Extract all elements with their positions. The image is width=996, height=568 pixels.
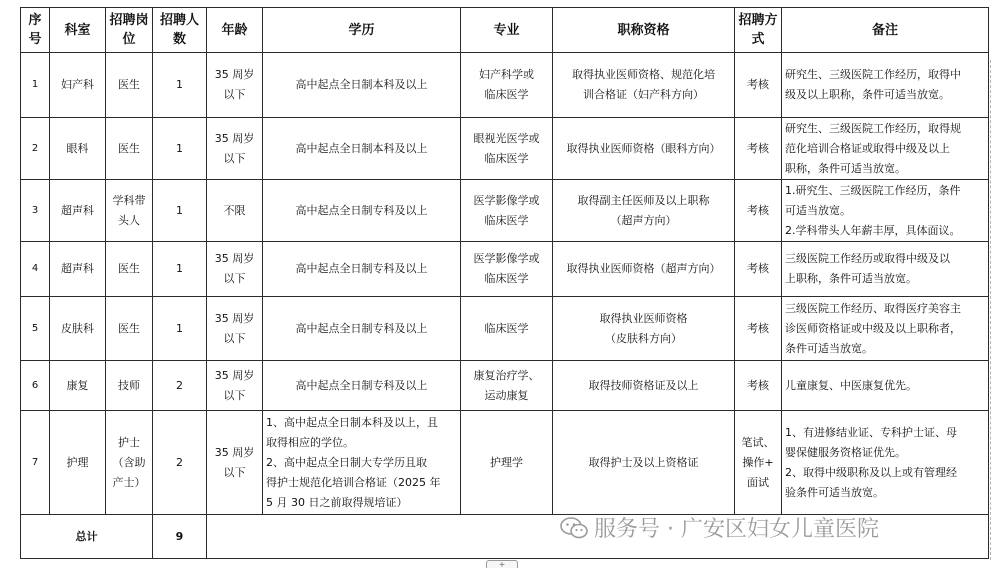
table-row bbox=[21, 118, 989, 180]
page-edge-divider bbox=[990, 60, 992, 560]
table-row bbox=[21, 180, 989, 242]
age-cell: 35 周岁 以下 bbox=[207, 297, 263, 361]
method-cell: 考核 bbox=[735, 242, 782, 297]
qualification-cell: 取得执业医师资格（超声方向） bbox=[553, 242, 735, 297]
qualification-cell: 取得执业医师资格、规范化培 训合格证（妇产科方向） bbox=[553, 53, 735, 118]
note-cell: 研究生、三级医院工作经历，取得规 范化培训合格证或取得中级及以上 职称，条件可适当放宽。 bbox=[782, 118, 989, 180]
major-cell: 眼视光医学或 临床医学 bbox=[461, 118, 553, 180]
major-cell: 康复治疗学、 运动康复 bbox=[461, 361, 553, 411]
major-cell: 临床医学 bbox=[461, 297, 553, 361]
header-cell: 招聘方式 bbox=[735, 8, 782, 53]
age-cell: 35 周岁 以下 bbox=[207, 242, 263, 297]
qualification-cell: 取得执业医师资格 （皮肤科方向） bbox=[553, 297, 735, 361]
method-cell: 考核 bbox=[735, 180, 782, 242]
table-row bbox=[21, 242, 989, 297]
seq-cell: 4 bbox=[21, 242, 50, 297]
method-cell: 笔试、 操作+ 面试 bbox=[735, 411, 782, 515]
table-move-handle[interactable]: + bbox=[486, 560, 518, 568]
education-cell: 高中起点全日制本科及以上 bbox=[263, 53, 461, 118]
table-row bbox=[21, 361, 989, 411]
count-cell: 1 bbox=[153, 53, 207, 118]
wechat-icon bbox=[560, 516, 588, 540]
header-row bbox=[21, 8, 989, 53]
header-cell: 科室 bbox=[50, 8, 106, 53]
header-cell: 专业 bbox=[461, 8, 553, 53]
seq-cell: 6 bbox=[21, 361, 50, 411]
seq-cell: 1 bbox=[21, 53, 50, 118]
dept-cell: 眼科 bbox=[50, 118, 106, 180]
count-cell: 1 bbox=[153, 180, 207, 242]
dept-cell: 超声科 bbox=[50, 180, 106, 242]
position-cell: 医生 bbox=[106, 118, 153, 180]
count-cell: 1 bbox=[153, 297, 207, 361]
method-cell: 考核 bbox=[735, 297, 782, 361]
header-cell: 年龄 bbox=[207, 8, 263, 53]
total-value: 9 bbox=[153, 515, 207, 559]
major-cell: 护理学 bbox=[461, 411, 553, 515]
education-cell: 高中起点全日制专科及以上 bbox=[263, 297, 461, 361]
age-cell: 35 周岁 以下 bbox=[207, 361, 263, 411]
count-cell: 1 bbox=[153, 242, 207, 297]
method-cell: 考核 bbox=[735, 53, 782, 118]
watermark-text: 服务号 · 广安区妇女儿童医院 bbox=[594, 517, 879, 542]
header-cell: 序号 bbox=[21, 8, 50, 53]
seq-cell: 7 bbox=[21, 411, 50, 515]
method-cell: 考核 bbox=[735, 361, 782, 411]
position-cell: 学科带 头人 bbox=[106, 180, 153, 242]
age-cell: 35 周岁 以下 bbox=[207, 53, 263, 118]
note-cell: 1.研究生、三级医院工作经历，条件 可适当放宽。 2.学科带头人年薪丰厚，具体面议。 bbox=[782, 180, 989, 242]
note-cell: 研究生、三级医院工作经历，取得中 级及以上职称，条件可适当放宽。 bbox=[782, 53, 989, 118]
position-cell: 医生 bbox=[106, 297, 153, 361]
age-cell: 35 周岁 以下 bbox=[207, 411, 263, 515]
count-cell: 2 bbox=[153, 361, 207, 411]
header-cell: 招聘人数 bbox=[153, 8, 207, 53]
seq-cell: 2 bbox=[21, 118, 50, 180]
position-cell: 护士 （含助 产士） bbox=[106, 411, 153, 515]
education-cell: 1、高中起点全日制本科及以上，且 取得相应的学位。 2、高中起点全日制大专学历且取 得护士规范化培训合格证（2025 年 5 月 30 日之前取得规培证） bbox=[263, 411, 461, 515]
note-cell: 三级医院工作经历、取得医疗美容主 诊医师资格证或中级及以上职称者， 条件可适当放宽。 bbox=[782, 297, 989, 361]
dept-cell: 超声科 bbox=[50, 242, 106, 297]
dept-cell: 皮肤科 bbox=[50, 297, 106, 361]
table-row bbox=[21, 53, 989, 118]
education-cell: 高中起点全日制专科及以上 bbox=[263, 242, 461, 297]
seq-cell: 5 bbox=[21, 297, 50, 361]
position-cell: 技师 bbox=[106, 361, 153, 411]
education-cell: 高中起点全日制本科及以上 bbox=[263, 118, 461, 180]
watermark bbox=[560, 512, 879, 543]
dept-cell: 妇产科 bbox=[50, 53, 106, 118]
header-cell: 学历 bbox=[263, 8, 461, 53]
major-cell: 医学影像学或 临床医学 bbox=[461, 180, 553, 242]
header-cell: 招聘岗位 bbox=[106, 8, 153, 53]
qualification-cell: 取得技师资格证及以上 bbox=[553, 361, 735, 411]
note-cell: 三级医院工作经历或取得中级及以 上职称，条件可适当放宽。 bbox=[782, 242, 989, 297]
note-cell: 1、有进修结业证、专科护士证、母 婴保健服务资格证优先。 2、取得中级职称及以上或有管理经 验条件可适当放宽。 bbox=[782, 411, 989, 515]
major-cell: 妇产科学或 临床医学 bbox=[461, 53, 553, 118]
header-cell: 职称资格 bbox=[553, 8, 735, 53]
count-cell: 1 bbox=[153, 118, 207, 180]
table-row bbox=[21, 297, 989, 361]
total-label: 总计 bbox=[21, 515, 153, 559]
dept-cell: 康复 bbox=[50, 361, 106, 411]
seq-cell: 3 bbox=[21, 180, 50, 242]
education-cell: 高中起点全日制专科及以上 bbox=[263, 361, 461, 411]
qualification-cell: 取得执业医师资格（眼科方向） bbox=[553, 118, 735, 180]
age-cell: 35 周岁 以下 bbox=[207, 118, 263, 180]
position-cell: 医生 bbox=[106, 53, 153, 118]
qualification-cell: 取得护士及以上资格证 bbox=[553, 411, 735, 515]
table-row bbox=[21, 411, 989, 515]
note-cell: 儿童康复、中医康复优先。 bbox=[782, 361, 989, 411]
header-cell: 备注 bbox=[782, 8, 989, 53]
education-cell: 高中起点全日制专科及以上 bbox=[263, 180, 461, 242]
qualification-cell: 取得副主任医师及以上职称 （超声方向） bbox=[553, 180, 735, 242]
age-cell: 不限 bbox=[207, 180, 263, 242]
recruitment-table bbox=[20, 7, 989, 559]
method-cell: 考核 bbox=[735, 118, 782, 180]
position-cell: 医生 bbox=[106, 242, 153, 297]
dept-cell: 护理 bbox=[50, 411, 106, 515]
count-cell: 2 bbox=[153, 411, 207, 515]
major-cell: 医学影像学或 临床医学 bbox=[461, 242, 553, 297]
